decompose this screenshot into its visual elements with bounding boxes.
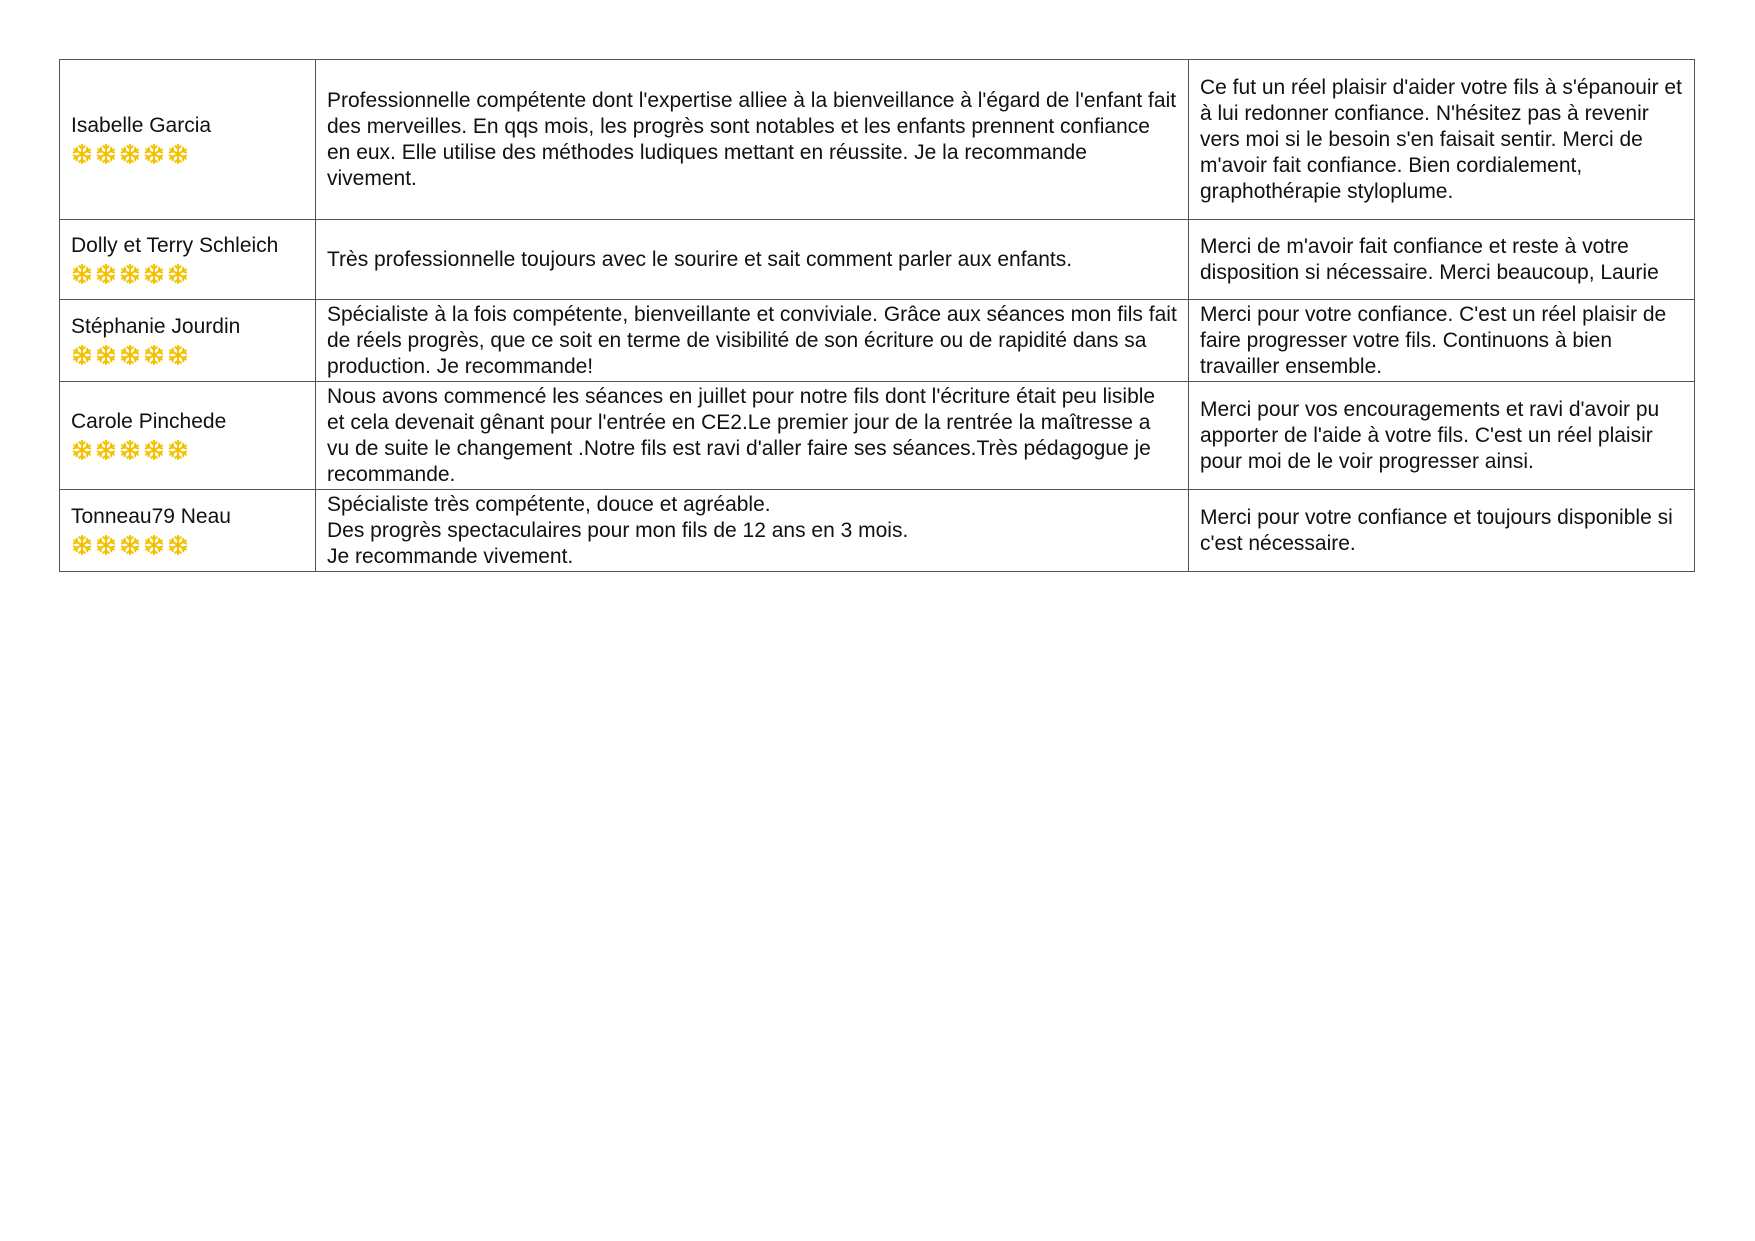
reply-text-cell <box>1189 220 1695 300</box>
table-row <box>60 220 1695 300</box>
reviewer-cell <box>60 300 316 382</box>
reviewer-cell <box>60 382 316 490</box>
review-text-cell <box>316 382 1189 490</box>
review-text-cell <box>316 60 1189 220</box>
rating-star-icon <box>71 534 93 556</box>
review-text-cell <box>316 300 1189 382</box>
star-rating <box>71 342 305 368</box>
rating-star-icon <box>71 263 93 285</box>
star-rating <box>71 261 305 287</box>
table-row <box>60 382 1695 490</box>
rating-star-icon <box>95 534 117 556</box>
star-rating <box>71 437 305 463</box>
reply-text: Merci pour votre confiance. C'est un réel plaisir de faire progresser votre fils. Continuons à bien travailler ensemble. <box>1200 303 1667 378</box>
reviewer-cell <box>60 60 316 220</box>
rating-star-icon <box>95 143 117 165</box>
table-row <box>60 300 1695 382</box>
reply-text: Merci pour vos encouragements et ravi d'avoir pu apporter de l'aide à votre fils. C'est un réel plaisir pour moi de le voir progresser ainsi. <box>1200 398 1660 473</box>
rating-star-icon <box>119 344 141 366</box>
rating-star-icon <box>167 143 189 165</box>
reviewer-name: Carole Pinchede <box>71 410 227 433</box>
rating-star-icon <box>167 344 189 366</box>
reviews-table <box>59 59 1695 572</box>
review-text: Spécialiste très compétente, douce et agréable. <box>327 493 771 516</box>
rating-star-icon <box>71 143 93 165</box>
review-text-cell <box>316 220 1189 300</box>
table-row <box>60 490 1695 572</box>
review-text: Nous avons commencé les séances en juillet pour notre fils dont l'écriture était peu lisible et cela devenait gênant pour l'entrée en CE2.Le premier jour de la rentrée la maîtresse a vu de suite le changement .Notre fils est ravi d'aller faire ses séances.Très pédagogue je recommande. <box>327 385 1156 486</box>
reviewer-cell <box>60 490 316 572</box>
review-text: Très professionnelle toujours avec le sourire et sait comment parler aux enfants. <box>327 248 1073 271</box>
rating-star-icon <box>167 439 189 461</box>
reply-text: Ce fut un réel plaisir d'aider votre fils à s'épanouir et à lui redonner confiance. N'hésitez pas à revenir vers moi si le besoin s'en faisait sentir. Merci de m'avoir fait confiance. Bien cordialement, graphothérapie styloplume. <box>1200 76 1682 203</box>
review-text: Spécialiste à la fois compétente, bienveillante et conviviale. Grâce aux séances mon fils fait de réels progrès, que ce soit en terme de visibilité de son écriture ou de rapidité dans sa production. Je recommande! <box>327 303 1177 378</box>
rating-star-icon <box>143 344 165 366</box>
rating-star-icon <box>95 344 117 366</box>
rating-star-icon <box>71 439 93 461</box>
rating-star-icon <box>119 439 141 461</box>
rating-star-icon <box>167 263 189 285</box>
rating-star-icon <box>119 534 141 556</box>
rating-star-icon <box>71 344 93 366</box>
rating-star-icon <box>119 143 141 165</box>
reply-text-cell <box>1189 490 1695 572</box>
review-text: Des progrès spectaculaires pour mon fils de 12 ans en 3 mois. <box>327 519 909 542</box>
star-rating <box>71 141 305 167</box>
rating-star-icon <box>167 534 189 556</box>
reply-text-cell <box>1189 382 1695 490</box>
rating-star-icon <box>143 143 165 165</box>
reply-text-cell <box>1189 60 1695 220</box>
review-text: Je recommande vivement. <box>327 545 574 568</box>
rating-star-icon <box>143 534 165 556</box>
rating-star-icon <box>119 263 141 285</box>
reviewer-cell <box>60 220 316 300</box>
review-text: Professionnelle compétente dont l'expertise alliee à la bienveillance à l'égard de l'enfant fait des merveilles. En qqs mois, les progrès sont notables et les enfants prennent confiance en eux. Elle utilise des méthodes ludiques mettant en réussite. Je la recommande vivement. <box>327 89 1177 190</box>
reply-text: Merci pour votre confiance et toujours disponible si c'est nécessaire. <box>1200 506 1673 555</box>
table-row <box>60 60 1695 220</box>
rating-star-icon <box>143 439 165 461</box>
reply-text-cell <box>1189 300 1695 382</box>
rating-star-icon <box>143 263 165 285</box>
reviewer-name: Isabelle Garcia <box>71 114 212 137</box>
reviews-body <box>60 60 1695 572</box>
reviewer-name: Dolly et Terry Schleich <box>71 234 279 257</box>
rating-star-icon <box>95 439 117 461</box>
reviewer-name: Stéphanie Jourdin <box>71 315 241 338</box>
review-text-cell <box>316 490 1189 572</box>
reply-text: Merci de m'avoir fait confiance et reste à votre disposition si nécessaire. Merci beaucoup, Laurie <box>1200 235 1659 284</box>
reviewer-name: Tonneau79 Neau <box>71 505 231 528</box>
rating-star-icon <box>95 263 117 285</box>
star-rating <box>71 532 305 558</box>
